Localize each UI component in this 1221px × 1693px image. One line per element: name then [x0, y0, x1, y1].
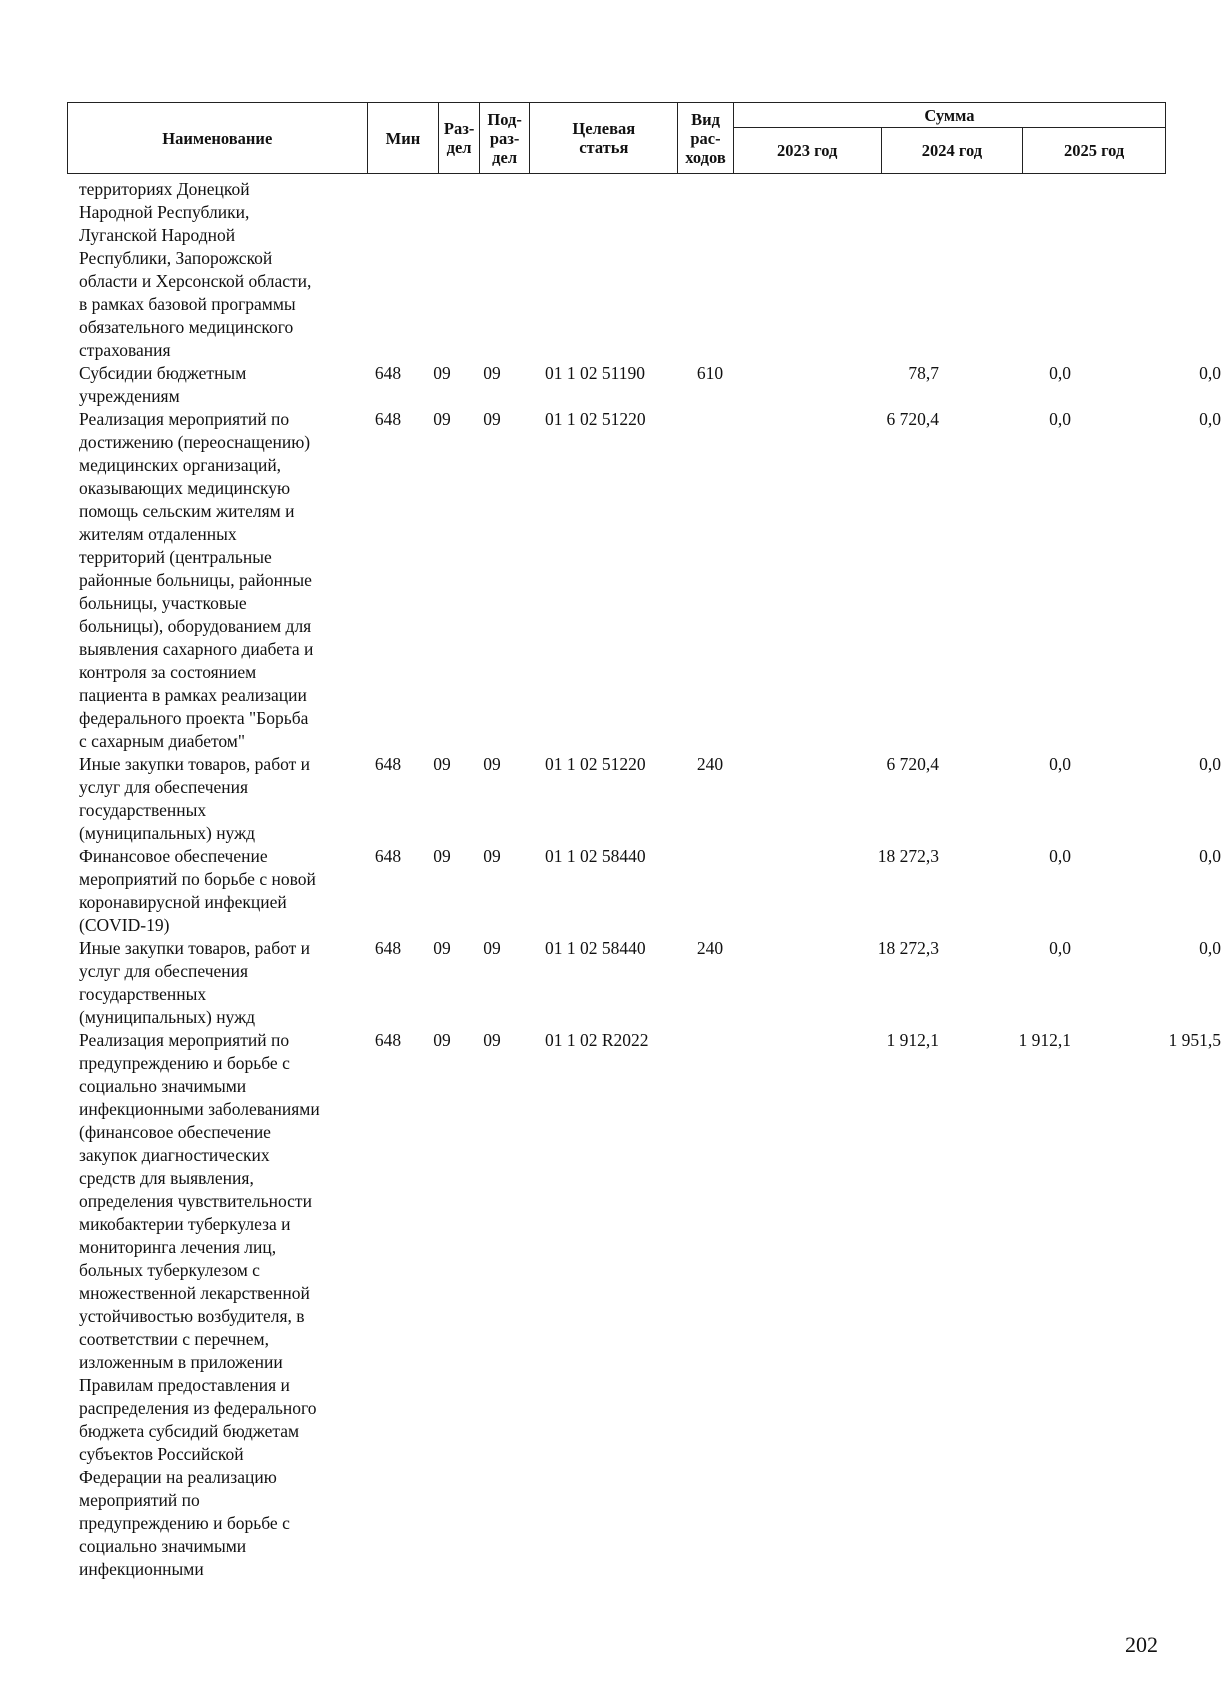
- row-vid-raskhodov: 610: [696, 363, 724, 383]
- header-razdel: Раз- дел: [439, 103, 479, 174]
- row-podrazdel: 09: [483, 938, 501, 958]
- table-row: [67, 753, 1221, 845]
- row-sum-2023: 18 272,3: [877, 846, 939, 866]
- row-celevaya-statya: 01 1 02 R2022: [545, 1030, 649, 1050]
- header-celevaya-statya: Целевая статья: [530, 103, 678, 174]
- row-sum-2025: 1 951,5: [1168, 1030, 1221, 1050]
- table-row: [67, 362, 1221, 408]
- row-name: Субсидии бюджетным учреждениям: [79, 363, 247, 406]
- row-sum-2025: 0,0: [1199, 938, 1221, 958]
- row-sum-2025: 0,0: [1199, 409, 1221, 429]
- row-razdel: 09: [433, 754, 451, 774]
- row-razdel: 09: [433, 938, 451, 958]
- row-celevaya-statya: 01 1 02 51220: [545, 409, 646, 429]
- row-name: Иные закупки товаров, работ и услуг для обеспечения государственных (муниципальных) нужд: [79, 754, 311, 843]
- row-min: 648: [374, 1030, 402, 1050]
- table-row: [67, 845, 1221, 937]
- row-sum-2025: 0,0: [1199, 846, 1221, 866]
- table-row: [67, 178, 1166, 362]
- header-min: Мин: [367, 103, 439, 174]
- table-row: [67, 408, 1221, 753]
- page-number: 202: [1125, 1632, 1158, 1657]
- row-sum-2025: 0,0: [1199, 363, 1221, 383]
- row-razdel: 09: [433, 363, 451, 383]
- row-vid-raskhodov: 240: [696, 938, 724, 958]
- row-celevaya-statya: 01 1 02 51190: [545, 363, 645, 383]
- row-celevaya-statya: 01 1 02 51220: [545, 754, 646, 774]
- table-header: [67, 102, 1166, 174]
- header-year-2024: 2024 год: [881, 128, 1023, 174]
- header-name: Наименование: [68, 103, 368, 174]
- row-min: 648: [374, 846, 402, 866]
- row-sum-2024: 1 912,1: [1018, 1030, 1071, 1050]
- row-celevaya-statya: 01 1 02 58440: [545, 938, 646, 958]
- row-sum-2023: 6 720,4: [886, 409, 939, 429]
- row-sum-2024: 0,0: [1049, 409, 1071, 429]
- table-body: [67, 178, 1221, 1581]
- row-sum-2023: 6 720,4: [886, 754, 939, 774]
- row-sum-2024: 0,0: [1049, 938, 1071, 958]
- row-podrazdel: 09: [483, 1030, 501, 1050]
- table-row: [67, 937, 1221, 1029]
- row-razdel: 09: [433, 1030, 451, 1050]
- row-podrazdel: 09: [483, 846, 501, 866]
- row-name: Реализация мероприятий по достижению (переоснащению) медицинских организаций, оказывающих медицинскую помощь сельским жителям и жителям отдаленных территорий (центральные районные больницы, районные больницы, участковые больницы), оборудованием для выявления сахарного диабета и контроля за состоянием пациента в рамках реализации федерального проекта "Борьба с сахарным диабетом": [79, 409, 314, 751]
- row-sum-2023: 1 912,1: [886, 1030, 939, 1050]
- row-razdel: 09: [433, 846, 451, 866]
- row-name: территориях Донецкой Народной Республики, Луганской Народной Республики, Запорожской области и Херсонской области, в рамках базовой программы обязательного медицинского страхования: [79, 179, 312, 360]
- row-razdel: 09: [433, 409, 451, 429]
- row-sum-2023: 78,7: [908, 363, 939, 383]
- budget-table: [67, 102, 1221, 1581]
- row-celevaya-statya: 01 1 02 58440: [545, 846, 646, 866]
- row-name: Иные закупки товаров, работ и услуг для обеспечения государственных (муниципальных) нужд: [79, 938, 311, 1027]
- table-row: [67, 1029, 1221, 1581]
- row-min: 648: [374, 938, 402, 958]
- row-sum-2023: 18 272,3: [877, 938, 939, 958]
- row-sum-2024: 0,0: [1049, 754, 1071, 774]
- row-min: 648: [374, 409, 402, 429]
- header-podrazdel: Под- раз- дел: [479, 103, 530, 174]
- row-name: Финансовое обеспечение мероприятий по борьбе с новой коронавирусной инфекцией (COVID-19): [79, 846, 316, 935]
- row-sum-2025: 0,0: [1199, 754, 1221, 774]
- row-min: 648: [374, 754, 402, 774]
- row-sum-2024: 0,0: [1049, 363, 1071, 383]
- header-vid-raskhodov: Вид рас- ходов: [678, 103, 734, 174]
- row-podrazdel: 09: [483, 363, 501, 383]
- row-sum-2024: 0,0: [1049, 846, 1071, 866]
- row-podrazdel: 09: [483, 409, 501, 429]
- header-year-2025: 2025 год: [1023, 128, 1166, 174]
- row-min: 648: [374, 363, 402, 383]
- row-vid-raskhodov: 240: [696, 754, 724, 774]
- header-summa: Сумма: [733, 103, 1165, 128]
- header-year-2023: 2023 год: [733, 128, 881, 174]
- row-podrazdel: 09: [483, 754, 501, 774]
- row-name: Реализация мероприятий по предупреждению и борьбе с социально значимыми инфекционными заболеваниями (финансовое обеспечение закупок диагностических средств для выявления, определения чувствительности микобактерии туберкулеза и мониторинга лечения лиц, больных туберкулезом с множественной лекарственной устойчивостью возбудителя, в соответствии с перечнем, изложенным в приложении Правилам предоставления и распределения из федерального бюджета субсидий бюджетам субъектов Российской Федерации на реализацию мероприятий по предупреждению и борьбе с социально значимыми инфекционными: [79, 1030, 320, 1579]
